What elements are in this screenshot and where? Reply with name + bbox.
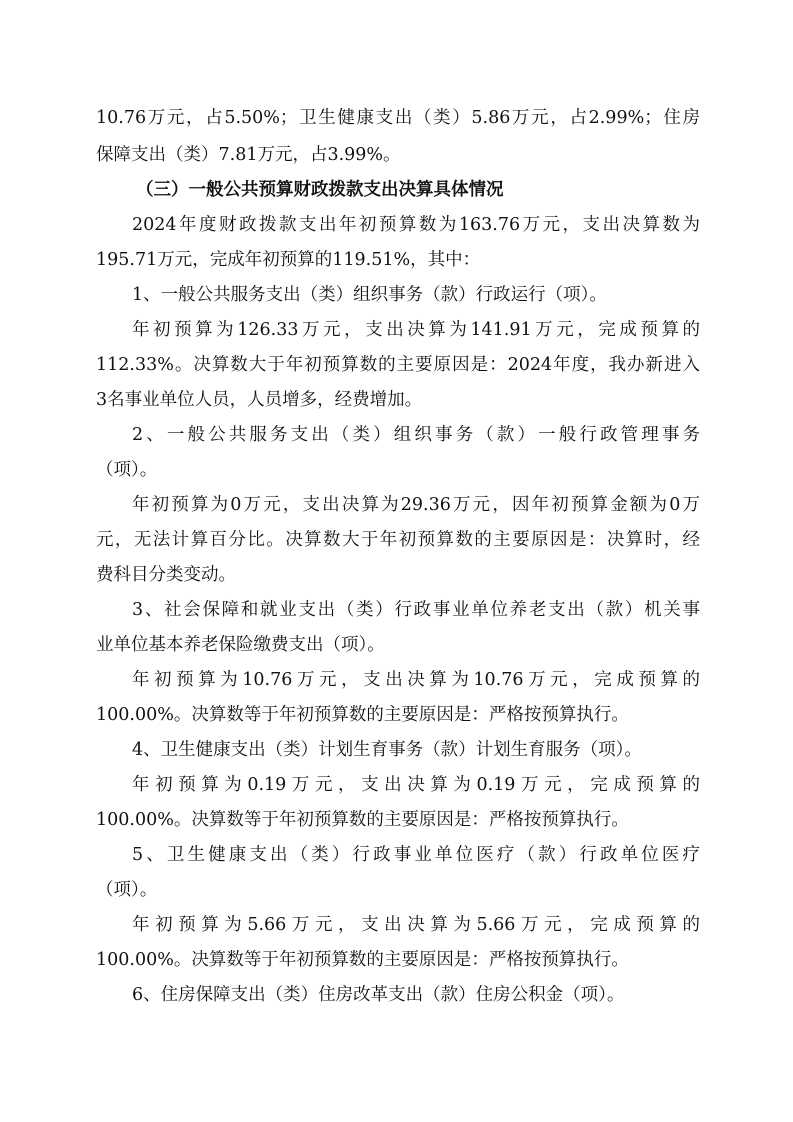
paragraph-line: 保障支出（类）7.81万元，占3.99%。 [96,145,401,165]
paragraph-line: （项）。 [96,460,158,480]
paragraph-line: 2024年度财政拨款支出年初预算数为163.76万元，支出决算数为 [132,215,700,235]
list-item-heading: 4、卫生健康支出（类）计划生育事务（款）计划生育服务（项）。 [132,740,642,760]
paragraph-line: 年初预算为5.66万元，支出决算为5.66万元，完成预算的 [132,915,700,935]
paragraph-line: 112.33%。决算数大于年初预算数的主要原因是：2024年度，我办新进入 [96,355,700,375]
list-item-heading: 6、住房保障支出（类）住房改革支出（款）住房公积金（项）。 [132,985,625,1005]
paragraph-line: 年初预算为10.76万元，支出决算为10.76万元，完成预算的 [132,670,700,690]
paragraph-line: 年初预算为0.19万元，支出决算为0.19万元，完成预算的 [132,775,700,795]
paragraph-line: 3名事业单位人员，人员增多，经费增加。 [96,390,423,410]
paragraph-line: 业单位基本养老保险缴费支出（项）。 [96,635,385,655]
paragraph-line: 195.71万元，完成年初预算的119.51%，其中： [96,250,481,270]
list-item-heading: 2、一般公共服务支出（类）组织事务（款）一般行政管理事务 [132,425,700,445]
paragraph-line: 费科目分类变动。 [96,565,236,585]
paragraph-line: 10.76万元，占5.50%；卫生健康支出（类）5.86万元，占2.99%；住房 [96,108,700,128]
paragraph-line: 100.00%。决算数等于年初预算数的主要原因是：严格按预算执行。 [96,705,629,725]
paragraph-line: 100.00%。决算数等于年初预算数的主要原因是：严格按预算执行。 [96,950,629,970]
paragraph-line: 年初预算为126.33万元，支出决算为141.91万元，完成预算的 [132,320,700,340]
paragraph-line: （项）。 [96,880,158,900]
paragraph-line: 元，无法计算百分比。决算数大于年初预算数的主要原因是：决算时，经 [96,530,700,550]
list-item-heading: 5、卫生健康支出（类）行政事业单位医疗（款）行政单位医疗 [132,845,700,865]
paragraph-line: 年初预算为0万元，支出决算为29.36万元，因年初预算金额为0万 [132,495,700,515]
list-item-heading: 3、社会保障和就业支出（类）行政事业单位养老支出（款）机关事 [132,600,700,620]
paragraph-line: 100.00%。决算数等于年初预算数的主要原因是：严格按预算执行。 [96,810,629,830]
section-heading: （三）一般公共预算财政拨款支出决算具体情况 [136,180,504,200]
list-item-heading: 1、一般公共服务支出（类）组织事务（款）行政运行（项）。 [132,285,607,305]
